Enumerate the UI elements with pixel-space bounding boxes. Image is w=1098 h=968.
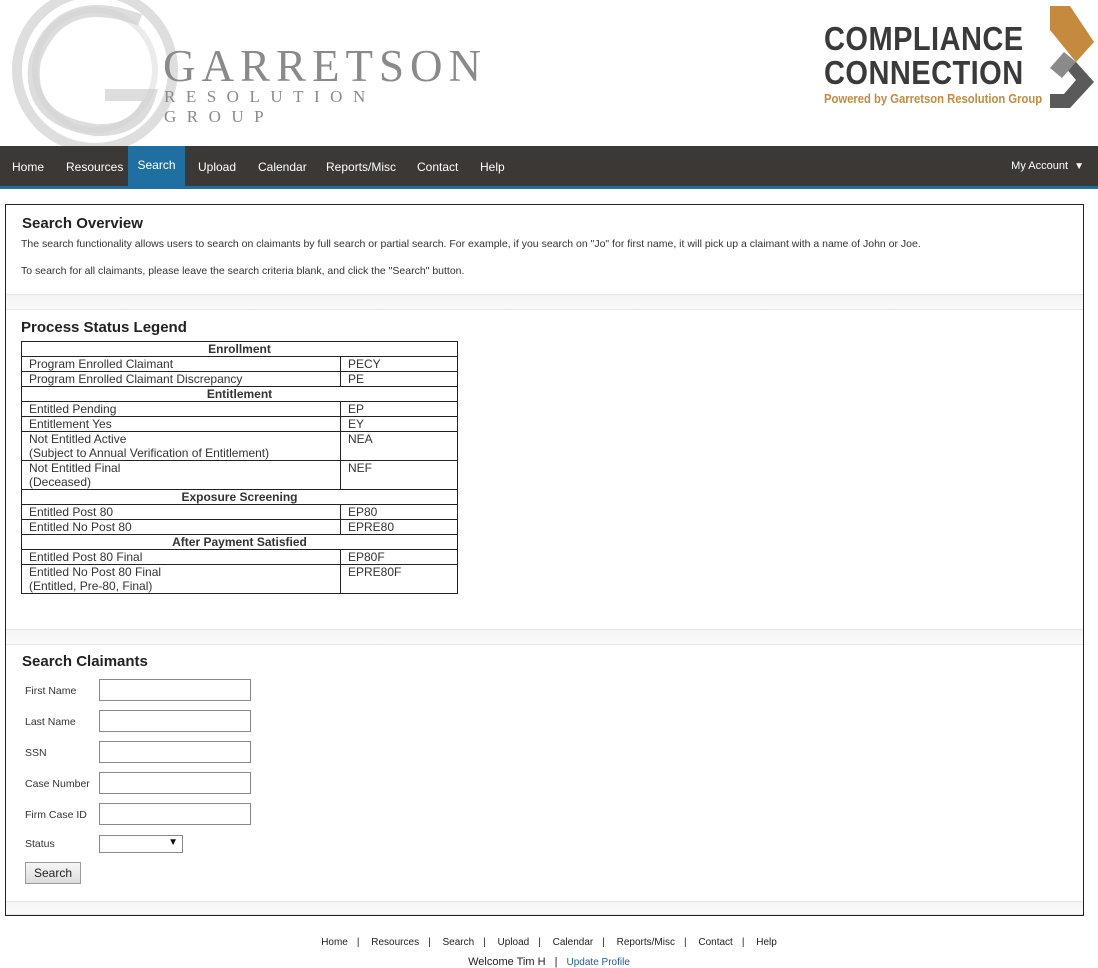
legend-row <box>22 357 458 372</box>
legend-group-row <box>22 387 458 402</box>
legend-label <box>22 565 341 594</box>
cc-brand-mark-icon <box>1042 2 1098 112</box>
legend-label: Entitlement Yes <box>22 417 341 432</box>
legend-group-row <box>22 535 458 550</box>
legend-row <box>22 550 458 565</box>
main-panel <box>5 204 1084 916</box>
caret-down-icon: ▼ <box>1074 161 1084 172</box>
footer-link-home[interactable]: Home <box>321 937 348 948</box>
footer-link-reports-misc[interactable]: Reports/Misc <box>616 937 675 948</box>
status-label: Status <box>25 838 55 850</box>
legend-row <box>22 505 458 520</box>
nav-upload[interactable]: Upload <box>198 160 237 174</box>
cc-logo-line1: COMPLIANCE <box>824 20 1024 57</box>
nav-home[interactable]: Home <box>12 160 45 174</box>
legend-row <box>22 520 458 535</box>
legend-label: Entitled Post 80 Final <box>22 550 341 565</box>
nav-resources[interactable]: Resources <box>66 160 124 174</box>
my-account-menu[interactable] <box>1011 146 1084 186</box>
legend-code: PE <box>341 372 458 387</box>
section-divider <box>6 629 1083 645</box>
nav-contact[interactable]: Contact <box>417 160 459 174</box>
nav-calendar[interactable]: Calendar <box>258 160 307 174</box>
legend-group-header: Enrollment <box>22 342 458 357</box>
footer-link-calendar[interactable]: Calendar <box>552 937 594 948</box>
case-number-label: Case Number <box>25 778 90 790</box>
garretson-logo[interactable] <box>0 0 488 146</box>
site-header <box>0 0 1098 146</box>
footer-link-contact[interactable]: Contact <box>698 937 733 948</box>
legend-row <box>22 565 458 594</box>
garretson-logo-title: GARRETSON <box>163 41 488 91</box>
nav-help[interactable]: Help <box>480 160 505 174</box>
legend-code: NEA <box>341 432 458 461</box>
nav-reports-misc[interactable]: Reports/Misc <box>326 160 397 174</box>
last-name-input[interactable] <box>99 710 251 732</box>
process-status-legend-table <box>21 341 458 594</box>
search-overview-text-2: To search for all claimants, please leave the search criteria blank, and click the "Search" button. <box>21 265 465 277</box>
legend-label-sub: (Subject to Annual Verification of Entitlement) <box>29 446 270 460</box>
firm-case-id-input[interactable] <box>99 803 251 825</box>
firm-case-id-label: Firm Case ID <box>25 809 87 821</box>
legend-row <box>22 402 458 417</box>
update-profile-link[interactable]: Update Profile <box>566 957 630 968</box>
legend-label-sub: (Entitled, Pre-80, Final) <box>29 579 153 593</box>
welcome-text: Welcome Tim H <box>468 956 546 968</box>
legend-label: Program Enrolled Claimant Discrepancy <box>22 372 341 387</box>
ssn-input[interactable] <box>99 741 251 763</box>
legend-label <box>22 432 341 461</box>
search-overview-title: Search Overview <box>22 215 143 232</box>
status-select[interactable] <box>99 835 183 853</box>
first-name-input[interactable] <box>99 679 251 701</box>
footer-nav: Home | Resources | Search | Upload | Calendar | Reports/Misc | Contact | Help <box>321 937 777 948</box>
legend-group-header: Entitlement <box>22 387 458 402</box>
search-overview-text-1: The search functionality allows users to search on claimants by full search or partial search. For example, if you search on "Jo" for first name, it will pick up a claimant with a name of John or Joe. <box>21 238 921 250</box>
case-number-input[interactable] <box>99 772 251 794</box>
last-name-label: Last Name <box>25 716 76 728</box>
search-claimants-title: Search Claimants <box>22 653 148 670</box>
legend-group-row <box>22 490 458 505</box>
legend-code: PECY <box>341 357 458 372</box>
legend-code: EP80F <box>341 550 458 565</box>
cc-logo-tagline: Powered by Garretson Resolution Group <box>824 92 1043 106</box>
footer-link-upload[interactable]: Upload <box>497 937 530 948</box>
footer-link-help[interactable]: Help <box>756 937 777 948</box>
legend-label: Entitled Pending <box>22 402 341 417</box>
legend-label-main: Not Entitled Final <box>29 461 121 475</box>
section-divider <box>6 294 1083 310</box>
legend-label-main: Entitled No Post 80 Final <box>29 565 162 579</box>
my-account-label: My Account <box>1011 160 1069 172</box>
footer-welcome: Welcome Tim H | Update Profile <box>468 956 630 968</box>
footer-link-resources[interactable]: Resources <box>371 937 420 948</box>
dropdown-arrow-icon: ▼ <box>168 837 178 848</box>
section-divider <box>6 901 1083 915</box>
legend-label: Entitled Post 80 <box>22 505 341 520</box>
legend-label <box>22 461 341 490</box>
legend-row <box>22 417 458 432</box>
legend-group-header: After Payment Satisfied <box>22 535 458 550</box>
cc-logo-line2: CONNECTION <box>824 54 1024 91</box>
legend-row <box>22 461 458 490</box>
legend-code: EP <box>341 402 458 417</box>
legend-code: NEF <box>341 461 458 490</box>
legend-label: Program Enrolled Claimant <box>22 357 341 372</box>
legend-title: Process Status Legend <box>21 319 187 336</box>
legend-code: EPRE80F <box>341 565 458 594</box>
search-button[interactable]: Search <box>25 862 81 884</box>
legend-group-header: Exposure Screening <box>22 490 458 505</box>
legend-label: Entitled No Post 80 <box>22 520 341 535</box>
main-nav <box>0 146 1098 189</box>
garretson-logo-subtitle: RESOLUTION GROUP <box>164 87 376 126</box>
legend-code: EP80 <box>341 505 458 520</box>
first-name-label: First Name <box>25 685 77 697</box>
legend-code: EPRE80 <box>341 520 458 535</box>
ssn-label: SSN <box>25 747 47 759</box>
legend-row <box>22 372 458 387</box>
compliance-connection-logo[interactable] <box>820 0 1098 146</box>
legend-code: EY <box>341 417 458 432</box>
legend-label-main: Not Entitled Active <box>29 432 127 446</box>
nav-search[interactable]: Search <box>128 146 185 186</box>
footer-link-search[interactable]: Search <box>442 937 475 948</box>
legend-label-sub: (Deceased) <box>29 475 92 489</box>
legend-group-row <box>22 342 458 357</box>
legend-row <box>22 432 458 461</box>
